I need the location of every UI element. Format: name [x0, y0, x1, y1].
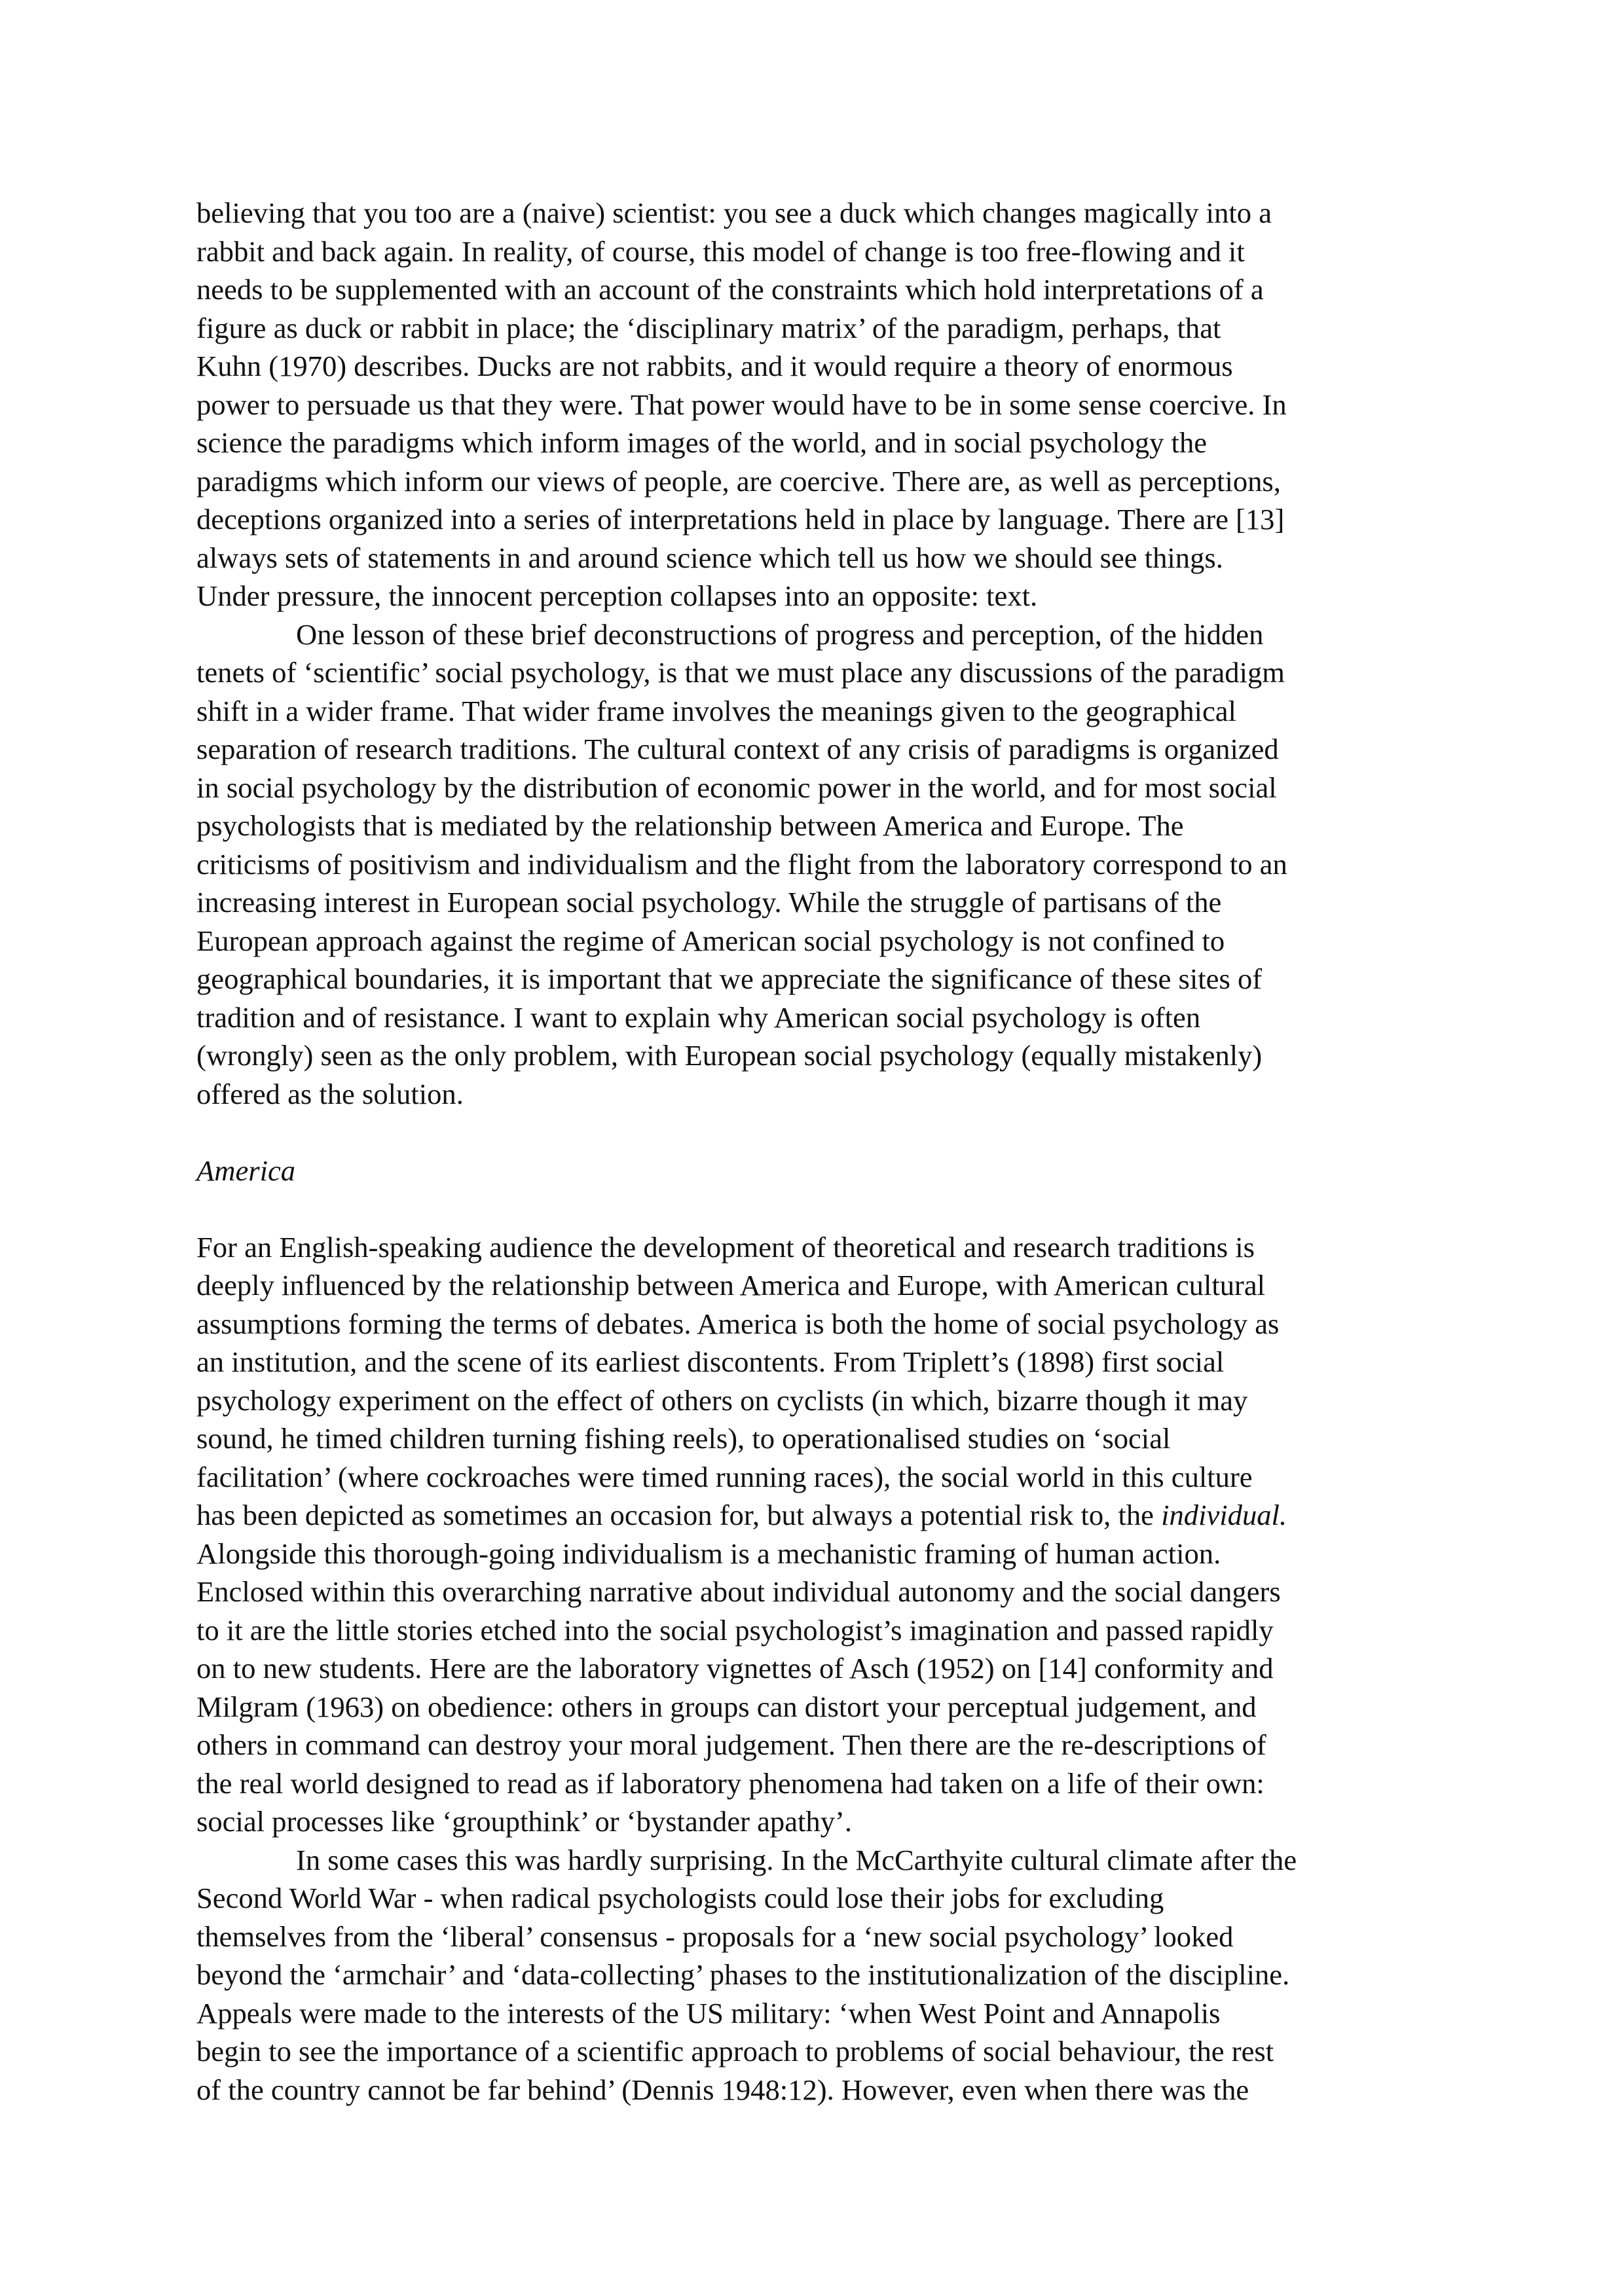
- paragraph-3: [196, 1228, 1428, 1841]
- paragraph-2: [196, 615, 1428, 1114]
- text-line: to it are the little stories etched into the social psychologist’s imagination and passed rapidly: [196, 1613, 1274, 1647]
- paragraph-1: [196, 194, 1428, 615]
- text-line: shift in a wider frame. That wider frame involves the meanings given to the geographical: [196, 694, 1236, 727]
- text-line: beyond the ‘armchair’ and ‘data-collecting’ phases to the institutionalization of the discipline.: [196, 1958, 1290, 1991]
- text-line: criticisms of positivism and individualism and the flight from the laboratory correspond to an: [196, 847, 1287, 881]
- text-line: of the country cannot be far behind’ (Dennis 1948:12). However, even when there was the: [196, 2073, 1249, 2106]
- text-line: assumptions forming the terms of debates. America is both the home of social psychology as: [196, 1307, 1280, 1340]
- text-line: Appeals were made to the interests of the US military: ‘when West Point and Annapolis: [196, 1996, 1221, 2030]
- text-line: tradition and of resistance. I want to explain why American social psychology is often: [196, 1000, 1201, 1034]
- text-line: always sets of statements in and around science which tell us how we should see things.: [196, 541, 1223, 574]
- text-line-indented: One lesson of these brief deconstructions of progress and perception, of the hidden: [296, 617, 1264, 651]
- text-line: Alongside this thorough-going individualism is a mechanistic framing of human action.: [196, 1537, 1221, 1570]
- text-line: science the paradigms which inform images of the world, and in social psychology the: [196, 426, 1208, 459]
- text-line: power to persuade us that they were. That power would have to be in some sense coercive. In: [196, 388, 1287, 421]
- blank-line: [196, 1190, 1428, 1228]
- text-line-with-emphasis: [196, 1496, 1428, 1535]
- text-line: Second World War - when radical psychologists could lose their jobs for excluding: [196, 1882, 1164, 1914]
- text-line: in social psychology by the distribution of economic power in the world, and for most social: [196, 771, 1277, 804]
- text-line: needs to be supplemented with an account of the constraints which hold interpretations of a: [196, 273, 1264, 306]
- text-line: Under pressure, the innocent perception collapses into an opposite: text.: [196, 579, 1038, 612]
- text-line: sound, he timed children turning fishing reels), to operationalised studies on ‘social: [196, 1422, 1171, 1455]
- text-line: facilitation’ (where cockroaches were timed running races), the social world in this culture: [196, 1460, 1253, 1493]
- text-line: paradigms which inform our views of people, are coercive. There are, as well as perceptions,: [196, 464, 1281, 498]
- document-page: [196, 194, 1428, 2109]
- text-line: Milgram (1963) on obedience: others in groups can distort your perceptual judgement, and: [196, 1690, 1257, 1723]
- text-line: an institution, and the scene of its earliest discontents. From Triplett’s (1898) first social: [196, 1345, 1225, 1378]
- emphasis-word: individual.: [1161, 1499, 1287, 1531]
- text-line: offered as the solution.: [196, 1077, 464, 1110]
- text-line: tenets of ‘scientific’ social psychology, is that we must place any discussions of the paradigm: [196, 656, 1285, 689]
- text-line: psychologists that is mediated by the relationship between America and Europe. The: [196, 809, 1184, 842]
- text-line: the real world designed to read as if laboratory phenomena had taken on a life of their own:: [196, 1766, 1264, 1800]
- text-line: European approach against the regime of American social psychology is not confined to: [196, 924, 1225, 957]
- text-line: deeply influenced by the relationship between America and Europe, with American cultural: [196, 1269, 1266, 1302]
- text-line-indented: In some cases this was hardly surprising. In the McCarthyite cultural climate after the: [296, 1843, 1297, 1876]
- text-line: on to new students. Here are the laboratory vignettes of Asch (1952) on [14] conformity and: [196, 1652, 1274, 1685]
- blank-line: [196, 1113, 1428, 1152]
- text-line: figure as duck or rabbit in place; the ‘disciplinary matrix’ of the paradigm, perhaps, that: [196, 311, 1221, 344]
- text-line: rabbit and back again. In reality, of course, this model of change is too free-flowing and it: [196, 234, 1245, 268]
- text-line: others in command can destroy your moral judgement. Then there are the re-descriptions of: [196, 1728, 1266, 1761]
- text-line: Enclosed within this overarching narrative about individual autonomy and the social dangers: [196, 1575, 1281, 1608]
- text-segment: has been depicted as sometimes an occasion for, but always a potential risk to, the: [196, 1499, 1154, 1531]
- paragraph-4: [196, 1841, 1428, 2109]
- text-line: believing that you too are a (naive) scientist: you see a duck which changes magically into a: [196, 196, 1272, 229]
- text-line: separation of research traditions. The cultural context of any crisis of paradigms is organized: [196, 733, 1279, 765]
- text-line: themselves from the ‘liberal’ consensus - proposals for a ‘new social psychology’ looked: [196, 1920, 1234, 1953]
- text-line: deceptions organized into a series of interpretations held in place by language. There are [13]: [196, 503, 1285, 536]
- section-heading: America: [196, 1154, 296, 1187]
- text-line: begin to see the importance of a scientific approach to problems of social behaviour, the rest: [196, 2035, 1274, 2068]
- text-line: increasing interest in European social psychology. While the struggle of partisans of the: [196, 886, 1222, 919]
- text-line: geographical boundaries, it is important that we appreciate the significance of these sites of: [196, 962, 1263, 995]
- text-line: psychology experiment on the effect of others on cyclists (in which, bizarre though it may: [196, 1383, 1248, 1417]
- text-line: social processes like ‘groupthink’ or ‘bystander apathy’.: [196, 1805, 852, 1838]
- text-line: (wrongly) seen as the only problem, with European social psychology (equally mistakenly): [196, 1039, 1263, 1072]
- text-line: For an English-speaking audience the development of theoretical and research traditions is: [196, 1230, 1255, 1264]
- text-line: Kuhn (1970) describes. Ducks are not rabbits, and it would require a theory of enormous: [196, 350, 1233, 382]
